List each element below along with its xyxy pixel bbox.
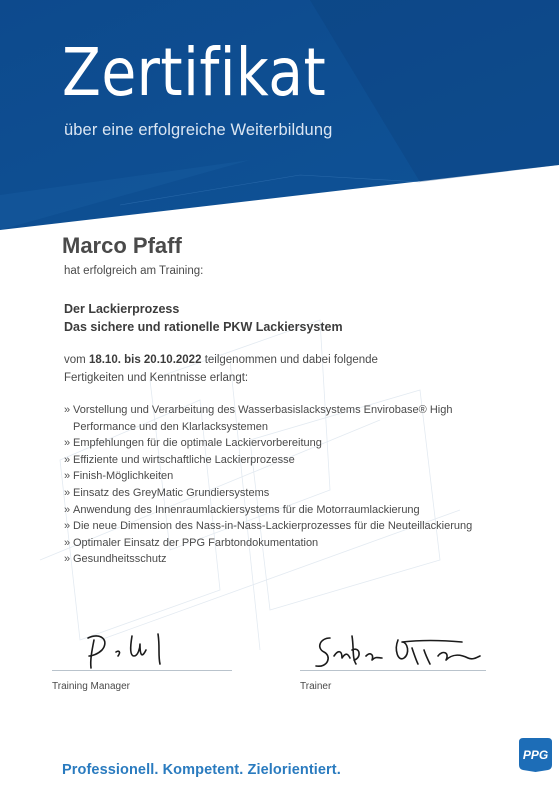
list-item-text: Vorstellung und Verarbeitung des Wasserbasislacksystems Envirobase® High xyxy=(73,404,453,416)
list-item xyxy=(64,402,534,435)
list-item xyxy=(64,535,534,552)
bullet-mark: » xyxy=(64,553,71,566)
list-item-text: Empfehlungen für die optimale Lackiervorbereitung xyxy=(73,437,322,450)
course-title xyxy=(64,300,343,336)
list-item-text: Optimaler Einsatz der PPG Farbtondokumentation xyxy=(73,536,319,549)
training-manager-label: Training Manager xyxy=(52,681,131,692)
trainer-label: Trainer xyxy=(300,681,332,692)
skills-list xyxy=(64,402,534,568)
ppg-logo-text: PPG xyxy=(522,748,549,762)
bullet-mark: » xyxy=(64,536,71,549)
bullet-mark: » xyxy=(64,453,71,466)
list-item xyxy=(64,485,534,502)
list-item-text: Einsatz des GreyMatic Grundiersystems xyxy=(73,486,270,499)
bullet-mark: » xyxy=(64,470,71,483)
trainer-signature xyxy=(312,628,492,674)
bullet-mark: » xyxy=(64,520,71,533)
footer-slogan: Professionell. Kompetent. Zielorientiert. xyxy=(62,762,341,778)
list-item-continuation: Performance und den Klarlacksystemen xyxy=(73,420,269,433)
course-dates xyxy=(64,351,378,387)
recipient-intro: hat erfolgreich am Training: xyxy=(64,265,204,277)
bullet-mark: » xyxy=(64,437,71,450)
list-item-text: Gesundheitsschutz xyxy=(73,553,167,566)
bullet-mark: » xyxy=(64,486,71,499)
list-item-text: Finish-Möglichkeiten xyxy=(73,470,174,483)
list-item xyxy=(64,435,534,452)
course-title-line1: Der Lackierprozess xyxy=(64,302,180,316)
recipient-name: Marco Pfaff xyxy=(62,233,182,258)
ppg-logo-icon xyxy=(518,737,553,772)
bullet-mark: » xyxy=(64,404,71,416)
list-item xyxy=(64,551,534,568)
training-manager-signature-line xyxy=(52,670,232,671)
course-title-line2: Das sichere und rationelle PKW Lackiersystem xyxy=(64,320,343,334)
dates-range: 18.10. bis 20.10.2022 xyxy=(88,354,202,366)
list-item-text: Effiziente und wirtschaftliche Lackierprozesse xyxy=(73,453,295,466)
certificate-title: Zertifikat xyxy=(62,34,327,111)
trainer-signature-line xyxy=(300,670,486,671)
dates-line1 xyxy=(64,351,378,369)
list-item xyxy=(64,502,534,519)
dates-line2: Fertigkeiten und Kenntnisse erlangt: xyxy=(64,372,249,384)
list-item xyxy=(64,452,534,469)
certificate-subtitle: über eine erfolgreiche Weiterbildung xyxy=(64,121,333,139)
list-item-text: Anwendung des Innenraumlackiersystems für die Motorraumlackierung xyxy=(73,503,420,516)
list-item xyxy=(64,518,534,535)
dates-prefix: vom xyxy=(64,354,86,366)
list-item xyxy=(64,468,534,485)
training-manager-signature xyxy=(80,626,200,672)
list-item-text: Die neue Dimension des Nass-in-Nass-Lackierprozesses für die Neuteillackierung xyxy=(73,520,473,533)
bullet-mark: » xyxy=(64,503,71,516)
dates-suffix: teilgenommen und dabei folgende xyxy=(204,354,378,366)
